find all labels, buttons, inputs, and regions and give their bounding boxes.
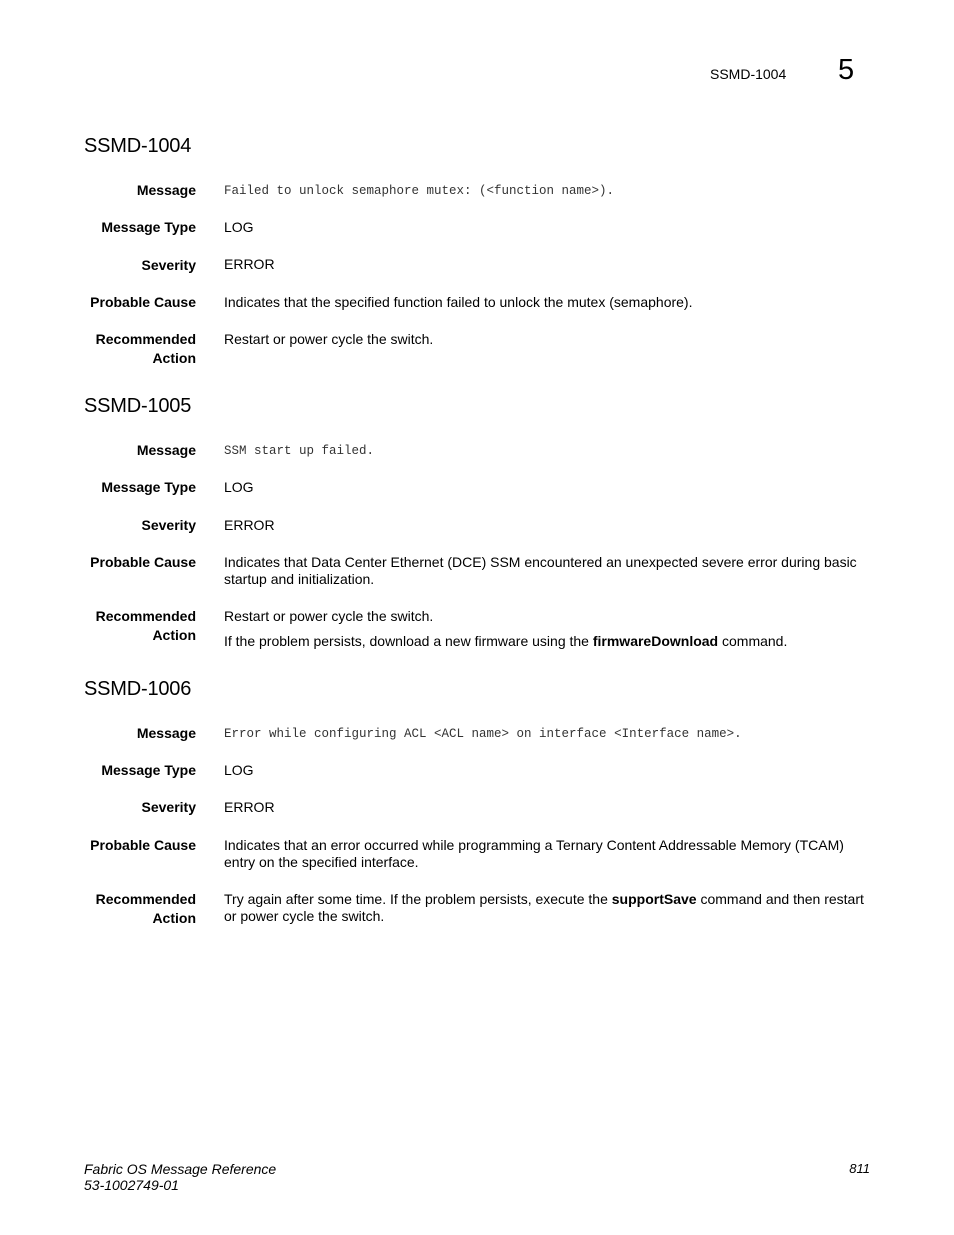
action-line: Restart or power cycle the switch. — [224, 331, 434, 347]
message-label: Message — [136, 725, 196, 741]
severity-label: Severity — [141, 257, 196, 273]
running-header-section: SSMD-1004 — [710, 66, 787, 82]
message-label: Message — [136, 442, 196, 458]
action-line — [224, 891, 874, 908]
recommended-action-label — [96, 330, 196, 368]
probable-cause-text — [224, 837, 874, 871]
recommended-label-line2: Action — [152, 350, 196, 366]
recommended-action-text — [224, 891, 874, 925]
probable-cause-line: startup and initialization. — [224, 571, 375, 587]
recommended-label-line1: Recommended — [95, 608, 196, 624]
recommended-action-label — [96, 890, 196, 928]
footer-doc-number: 53-1002749-01 — [84, 1177, 179, 1193]
probable-cause-label: Probable Cause — [90, 837, 196, 853]
action-text: command and then restart — [696, 891, 864, 907]
severity-value: ERROR — [224, 799, 275, 815]
action-text: command. — [718, 633, 788, 649]
probable-cause-text: Indicates that the specified function failed to unlock the mutex (semaphore). — [224, 294, 693, 310]
message-type-label: Message Type — [101, 219, 196, 235]
severity-value: ERROR — [224, 256, 275, 272]
recommended-label-line2: Action — [152, 627, 196, 643]
command-name: firmwareDownload — [592, 633, 719, 649]
recommended-action-label — [96, 607, 196, 645]
recommended-label-line1: Recommended — [95, 331, 196, 347]
message-label: Message — [136, 182, 196, 198]
footer-page-number: 811 — [849, 1161, 870, 1176]
message-type-label: Message Type — [101, 762, 196, 778]
entry-title: SSMD-1004 — [84, 135, 192, 157]
message-text: Error while configuring ACL <ACL name> on interface <Interface name>. — [224, 727, 742, 741]
entry-title: SSMD-1005 — [84, 395, 192, 417]
action-line: or power cycle the switch. — [224, 908, 385, 924]
message-type-label: Message Type — [101, 479, 196, 495]
message-type-value: LOG — [224, 219, 254, 235]
probable-cause-text — [224, 554, 874, 588]
action-line — [224, 633, 874, 650]
message-text: SSM start up failed. — [224, 444, 375, 458]
probable-cause-line: Indicates that Data Center Ethernet (DCE) SSM encountered an unexpected severe error during basic — [224, 554, 857, 570]
probable-cause-label: Probable Cause — [90, 294, 196, 310]
recommended-label-line1: Recommended — [95, 891, 196, 907]
entry-title: SSMD-1006 — [84, 678, 192, 700]
recommended-action-text — [224, 331, 874, 348]
recommended-label-line2: Action — [152, 910, 196, 926]
message-type-value: LOG — [224, 762, 254, 778]
chapter-number: 5 — [838, 54, 855, 86]
action-line: Restart or power cycle the switch. — [224, 608, 434, 624]
probable-cause-line: entry on the specified interface. — [224, 854, 419, 870]
recommended-action-text — [224, 608, 874, 650]
probable-cause-line: Indicates that an error occurred while programming a Ternary Content Addressable Memory (TCAM) — [224, 837, 844, 853]
severity-value: ERROR — [224, 517, 275, 533]
message-text: Failed to unlock semaphore mutex: (<function name>). — [224, 184, 615, 198]
command-name: supportSave — [611, 891, 697, 907]
action-text: If the problem persists, download a new firmware using the — [224, 633, 593, 649]
severity-label: Severity — [141, 799, 196, 815]
action-text: Try again after some time. If the problem persists, execute the — [224, 891, 612, 907]
severity-label: Severity — [141, 517, 196, 533]
message-type-value: LOG — [224, 479, 254, 495]
footer-book-title: Fabric OS Message Reference — [84, 1161, 277, 1177]
probable-cause-label: Probable Cause — [90, 554, 196, 570]
